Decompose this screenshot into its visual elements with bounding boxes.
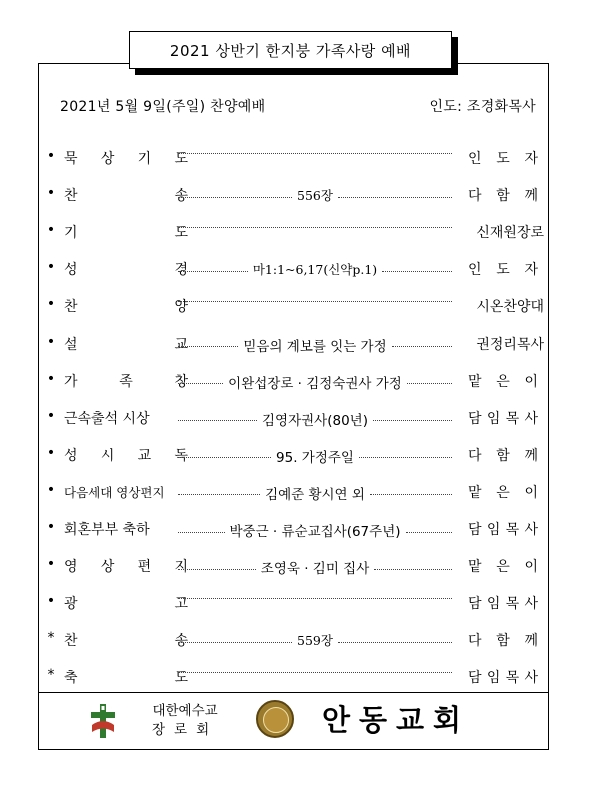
dotted-leader xyxy=(178,223,452,228)
label-char: 고 xyxy=(174,596,188,613)
person-char: 께 xyxy=(524,447,538,464)
program-item-person: 신재원장로 xyxy=(476,225,544,242)
dotted-leader xyxy=(178,557,452,577)
footer-divider xyxy=(38,692,549,693)
dotted-leader xyxy=(178,594,452,599)
program-item-person xyxy=(468,445,538,465)
person-char: 사 xyxy=(524,670,538,687)
program-item-detail: 박중근 · 류순교집사(67주년) xyxy=(229,524,401,540)
person-char: 은 xyxy=(496,373,510,390)
denomination-name xyxy=(152,702,218,740)
dots-left xyxy=(178,532,225,533)
program-item-detail: 믿음의 계보를 잇는 가정 xyxy=(243,338,387,355)
dotted-leader xyxy=(178,520,452,540)
dotted-leader xyxy=(178,297,452,302)
program-item-label xyxy=(64,222,188,242)
label-char: 경 xyxy=(174,262,188,279)
program-item-label: 근속출석 시상 xyxy=(64,410,150,427)
person-char: 이 xyxy=(524,484,538,501)
service-date: 2021년 5월 9일(주일) 찬양예배 xyxy=(60,99,266,115)
person-char: 함 xyxy=(496,447,510,464)
program-row xyxy=(44,148,544,168)
program-item-person xyxy=(468,371,538,391)
dots-left xyxy=(178,598,452,599)
dots-left xyxy=(178,301,452,302)
program-row xyxy=(44,667,544,687)
program-row xyxy=(44,445,544,465)
program-item-detail: 김예준 황시연 외 xyxy=(265,486,365,503)
dots-left xyxy=(178,346,238,347)
person-char: 목 xyxy=(505,670,520,687)
program-item-person xyxy=(468,667,538,687)
person-char: 함 xyxy=(496,633,510,650)
label-char: 창 xyxy=(174,373,188,390)
dots-left xyxy=(178,569,256,570)
dotted-leader xyxy=(178,668,452,673)
dots-right xyxy=(407,383,452,384)
program-item-label xyxy=(64,259,188,279)
label-char: 족 xyxy=(119,373,133,390)
dots-right xyxy=(382,271,452,272)
dots-left xyxy=(178,494,260,495)
program-item-label xyxy=(64,667,188,687)
church-seal-icon xyxy=(256,700,294,738)
person-char: 사 xyxy=(524,410,538,427)
dots-right xyxy=(338,642,452,643)
program-item-label xyxy=(64,334,188,354)
label-char: 교 xyxy=(174,336,188,353)
label-char: 상 xyxy=(100,151,115,167)
label-char: 광 xyxy=(64,596,78,613)
person-char: 다 xyxy=(468,188,482,205)
person-char: 임 xyxy=(486,596,501,613)
dots-left xyxy=(178,383,223,384)
program-item-detail: 김영자권사(80년) xyxy=(262,412,368,429)
label-char: 찬 xyxy=(64,633,78,650)
service-leader: 인도: 조경화목사 xyxy=(429,99,536,115)
row-bullet: • xyxy=(46,148,56,164)
program-item-label: 다음세대 영상편지 xyxy=(64,484,165,500)
dotted-leader xyxy=(178,631,452,649)
label-char: 도 xyxy=(174,225,188,242)
dots-right xyxy=(373,420,452,421)
program-item-person xyxy=(468,408,538,428)
label-char: 도 xyxy=(174,670,188,687)
label-char: 도 xyxy=(174,151,188,167)
person-char: 께 xyxy=(524,633,538,650)
program-item-detail: 마1:1~6,17(신약p.1) xyxy=(252,262,378,278)
person-char: 은 xyxy=(496,484,510,501)
dots-right xyxy=(392,346,452,347)
label-char: 가 xyxy=(64,373,78,390)
program-item-label xyxy=(64,556,188,576)
program-item-label xyxy=(64,630,188,650)
program-row xyxy=(44,222,544,242)
row-bullet: * xyxy=(47,630,55,647)
label-char: 찬 xyxy=(64,188,78,205)
dots-left xyxy=(178,672,452,673)
label-char: 독 xyxy=(174,447,188,464)
label-char: 설 xyxy=(64,336,78,353)
dots-left xyxy=(178,271,248,272)
person-char: 목 xyxy=(505,596,520,613)
label-char: 찬 xyxy=(64,299,78,316)
program-item-label xyxy=(64,445,188,465)
person-char: 담 xyxy=(468,410,482,427)
row-bullet: * xyxy=(47,667,55,684)
program-item-detail: 조영욱 · 김미 집사 xyxy=(260,561,370,578)
label-char: 시 xyxy=(100,447,115,464)
program-item-person xyxy=(468,593,538,613)
dotted-leader xyxy=(178,483,452,503)
person-char: 인 xyxy=(468,151,482,167)
person-char: 맡 xyxy=(468,559,482,576)
person-char: 임 xyxy=(486,522,501,538)
person-char: 목 xyxy=(505,410,520,427)
dotted-leader xyxy=(178,335,452,355)
person-char: 사 xyxy=(524,596,538,613)
dotted-leader xyxy=(178,372,452,392)
program-item-label xyxy=(64,593,188,613)
program-row xyxy=(44,593,544,613)
row-bullet: • xyxy=(46,593,56,610)
dots-left xyxy=(178,642,292,643)
dots-right xyxy=(406,532,453,533)
dots-right xyxy=(359,457,452,458)
label-char: 축 xyxy=(64,670,78,687)
row-bullet: • xyxy=(46,222,56,239)
program-row xyxy=(44,185,544,205)
person-char: 다 xyxy=(468,633,482,650)
program-row xyxy=(44,556,544,576)
program-row xyxy=(44,519,544,539)
program-row xyxy=(44,334,544,354)
program-item-detail: 559장 xyxy=(297,633,333,649)
label-char: 기 xyxy=(64,225,78,242)
person-char: 께 xyxy=(524,188,538,205)
row-bullet: • xyxy=(46,444,56,461)
denomination-line2: 장로회 xyxy=(152,722,219,738)
program-row xyxy=(44,371,544,391)
person-char: 목 xyxy=(505,522,520,538)
person-char: 인 xyxy=(468,262,482,279)
program-row xyxy=(44,630,544,650)
label-char: 교 xyxy=(137,447,152,464)
denomination-line1: 대한예수교 xyxy=(152,703,218,719)
row-bullet: • xyxy=(46,407,56,424)
person-char: 담 xyxy=(468,670,482,687)
label-char: 묵 xyxy=(64,151,78,167)
person-char: 사 xyxy=(524,522,538,538)
program-item-label xyxy=(64,296,188,316)
person-char: 맡 xyxy=(468,373,482,390)
label-char: 지 xyxy=(174,559,188,576)
document-title: 2021 상반기 한지붕 가족사랑 예배 xyxy=(129,31,452,69)
program-item-person: 시온찬양대 xyxy=(476,299,544,316)
dots-left xyxy=(178,420,257,421)
dotted-leader xyxy=(178,149,452,154)
person-char: 자 xyxy=(524,151,538,167)
label-char: 송 xyxy=(174,633,188,650)
program-item-detail: 이완섭장로 · 김정숙권사 가정 xyxy=(228,375,402,392)
dots-right xyxy=(338,197,452,198)
label-char: 편 xyxy=(137,559,152,576)
program-item-person: 권정리목사 xyxy=(476,336,544,353)
program-item-label xyxy=(64,185,188,205)
row-bullet: • xyxy=(46,185,56,202)
label-char: 성 xyxy=(64,262,78,279)
person-char: 함 xyxy=(496,188,510,205)
person-char: 맡 xyxy=(468,484,482,501)
person-char: 은 xyxy=(496,559,510,576)
person-char: 도 xyxy=(496,262,510,279)
row-bullet: • xyxy=(46,296,56,313)
label-char: 양 xyxy=(174,299,188,316)
program-row xyxy=(44,296,544,316)
program-item-person xyxy=(468,148,538,168)
program-item-person xyxy=(468,482,538,502)
program-item-person xyxy=(468,185,538,205)
row-bullet: • xyxy=(46,370,56,387)
church-name: 안동교회 xyxy=(322,703,471,737)
label-char: 기 xyxy=(137,151,152,167)
row-bullet: • xyxy=(46,519,56,535)
row-bullet: • xyxy=(46,333,56,350)
program-item-detail: 556장 xyxy=(297,188,333,204)
dotted-leader xyxy=(178,260,452,278)
person-char: 담 xyxy=(468,596,482,613)
person-char: 이 xyxy=(524,373,538,390)
program-item-detail: 95. 가정주일 xyxy=(276,449,354,466)
label-char: 상 xyxy=(100,559,115,576)
dots-left xyxy=(178,197,292,198)
program-item-person xyxy=(468,519,538,539)
row-bullet: • xyxy=(46,556,56,573)
label-char: 영 xyxy=(64,559,78,576)
dots-right xyxy=(370,494,452,495)
program-item-label: 회혼부부 축하 xyxy=(64,522,150,538)
dots-left xyxy=(178,153,452,154)
dotted-leader xyxy=(178,186,452,204)
row-bullet: • xyxy=(46,259,56,276)
program-row xyxy=(44,482,544,502)
person-char: 담 xyxy=(468,522,482,538)
label-char: 송 xyxy=(174,188,188,205)
program-item-person xyxy=(468,556,538,576)
program-row xyxy=(44,259,544,279)
person-char: 임 xyxy=(486,670,501,687)
person-char: 임 xyxy=(486,410,501,427)
program-item-label xyxy=(64,371,188,391)
person-char: 도 xyxy=(496,151,510,167)
denomination-cross-logo xyxy=(89,703,117,739)
program-item-person xyxy=(468,630,538,650)
dotted-leader xyxy=(178,409,452,429)
dotted-leader xyxy=(178,446,452,466)
program-row xyxy=(44,408,544,428)
dots-right xyxy=(374,569,452,570)
person-char: 다 xyxy=(468,447,482,464)
person-char: 이 xyxy=(524,559,538,576)
dots-left xyxy=(178,227,452,228)
program-item-label xyxy=(64,148,188,168)
program-item-person xyxy=(468,259,538,279)
dots-left xyxy=(178,457,271,458)
row-bullet: • xyxy=(46,481,56,498)
label-char: 성 xyxy=(64,447,78,464)
person-char: 자 xyxy=(524,262,538,279)
